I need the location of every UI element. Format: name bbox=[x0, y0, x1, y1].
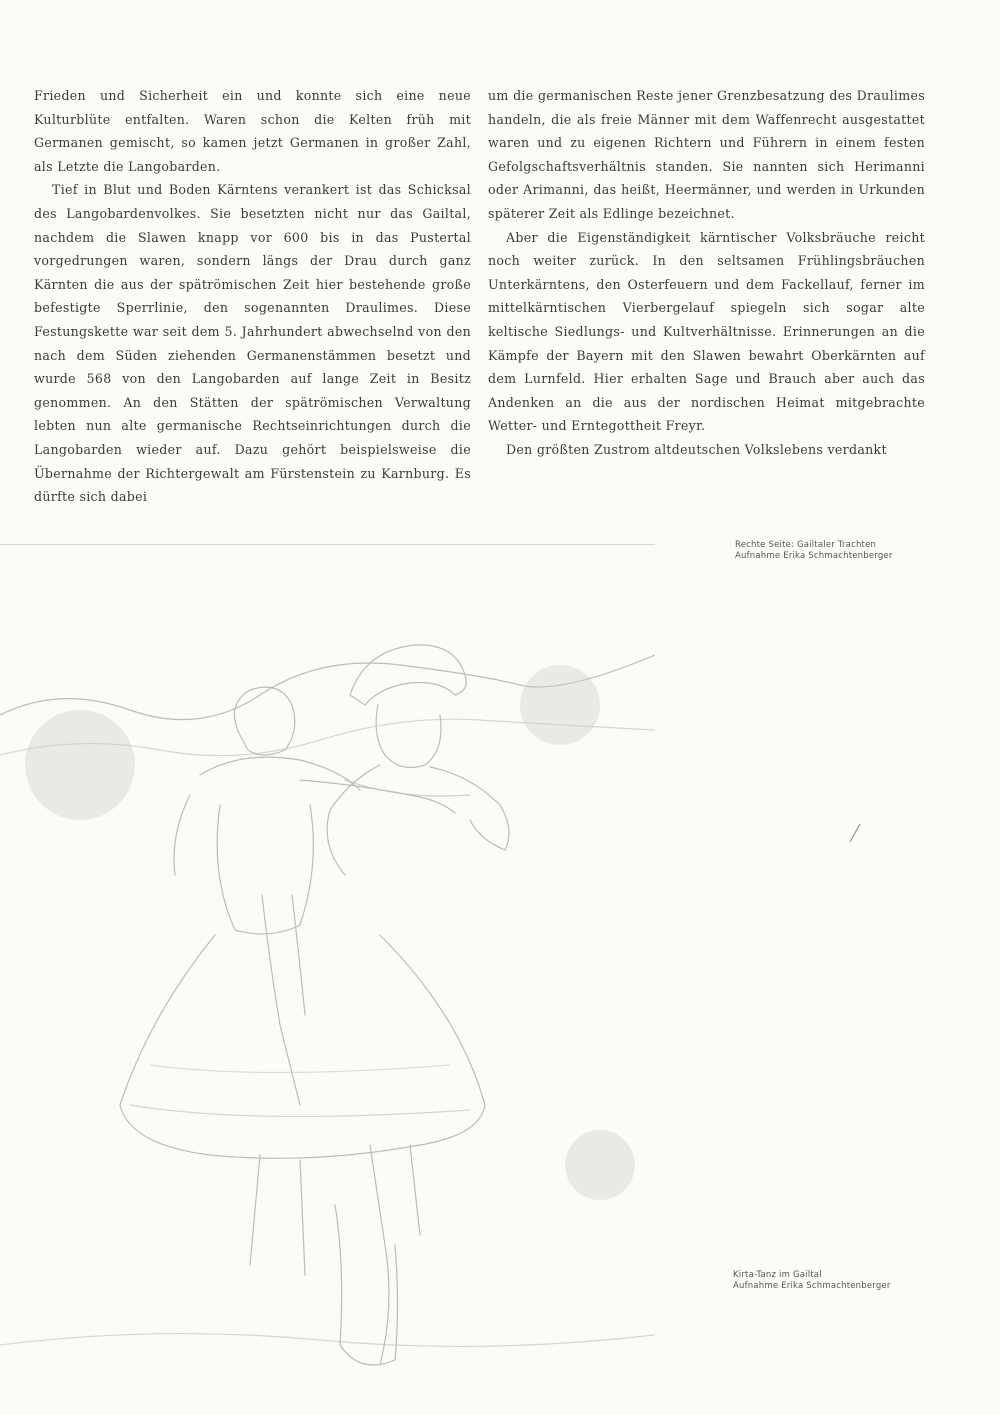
man-head bbox=[376, 705, 441, 767]
right-paragraph-1: um die germanischen Reste jener Grenzbesatzung des Draulimes handeln, die als freie Männer mit dem Waffenrecht ausgestattet waren und zu eigenen Richtern und Führern in einem festen Gefolgschaftsverhältnis standen. Sie nannten sich Herimanni oder Arimanni, das heißt, Heermänner, und werden in Urkunden späterer Zeit als Edlinge bezeichnet. bbox=[488, 88, 925, 221]
caption-dance bbox=[733, 1270, 891, 1292]
caption-right-page bbox=[735, 540, 893, 562]
caption-right-page-title: Rechte Seite: Gailtaler Trachten bbox=[735, 540, 877, 550]
man-hat bbox=[350, 645, 466, 705]
left-paragraph-1: Frieden und Sicherheit ein und konnte sich eine neue Kulturblüte entfalten. Waren schon die Kelten früh mit Germanen gemischt, so kamen jetzt Germanen in großer Zahl, als Letzte die Langobarden. bbox=[34, 88, 471, 174]
apron-ribbon bbox=[262, 895, 305, 1105]
pencil-mark bbox=[848, 822, 862, 844]
right-paragraph-3: Den größten Zustrom altdeutschen Volkslebens verdankt bbox=[506, 441, 887, 457]
dancer-boots bbox=[335, 1205, 398, 1365]
woman-shoulders bbox=[174, 757, 360, 875]
dance-photo-illustration bbox=[0, 545, 655, 1415]
woman-skirt bbox=[120, 935, 485, 1158]
caption-dance-credit: Aufnahme Erika Schmachtenberger bbox=[733, 1281, 891, 1291]
dancer-legs bbox=[250, 1145, 420, 1365]
left-paragraph-2: Tief in Blut und Boden Kärntens verankert ist das Schicksal des Langobardenvolkes. Sie besetzten nicht nur das Gailtal, nachdem die Slawen knapp vor 600 bis in das Pustertal vorgedrungen waren, sondern längs der Drau durch ganz Kärnten die aus der spätrömischen Zeit hier bestehende große befestigte Sperrlinie, den sogenannten Draulimes. Diese Festungskette war seit dem 5. Jahrhundert abwechselnd von den nach dem Süden ziehenden Germanenstämmen besetzt und wurde 568 von den Langobarden auf lange Zeit in Besitz genommen. An den Stätten der spätrömischen Verwaltung lebten nun alte germanische Rechtseinrichtungen durch die Langobarden wieder auf. Dazu gehört beispielsweise die Übernahme der Richtergewalt am Fürstenstein zu Karnburg. Es dürfte sich dabei bbox=[34, 182, 471, 505]
woman-head bbox=[234, 687, 294, 755]
man-body bbox=[327, 765, 509, 875]
right-paragraph-2: Aber die Eigenständigkeit kärntischer Volksbräuche reicht noch weiter zurück. In den seltsamen Frühlingsbräuchen Unterkärntens, den Osterfeuern und dem Fackellauf, ferner im mittelkärntischen Vierbergelauf spiegeln sich sogar alte keltische Siedlungs- und Kultverhältnisse. Erinnerungen an die Kämpfe der Bayern mit den Slawen bewahrt Oberkärnten auf dem Lurnfeld. Hier erhalten Sage und Brauch aber auch das Andenken an die aus der nordischen Heimat mitgebrachte Wetter- und Erntegottheit Freyr. bbox=[488, 229, 925, 434]
left-text-column bbox=[34, 84, 471, 509]
ground-line bbox=[0, 1334, 655, 1347]
embrace-arm bbox=[300, 780, 455, 813]
dance-photograph bbox=[0, 544, 655, 1415]
right-text-column bbox=[488, 84, 925, 462]
caption-dance-title: Kirta-Tanz im Gailtal bbox=[733, 1270, 822, 1280]
caption-right-page-credit: Aufnahme Erika Schmachtenberger bbox=[735, 551, 893, 561]
woman-bodice bbox=[217, 805, 313, 934]
